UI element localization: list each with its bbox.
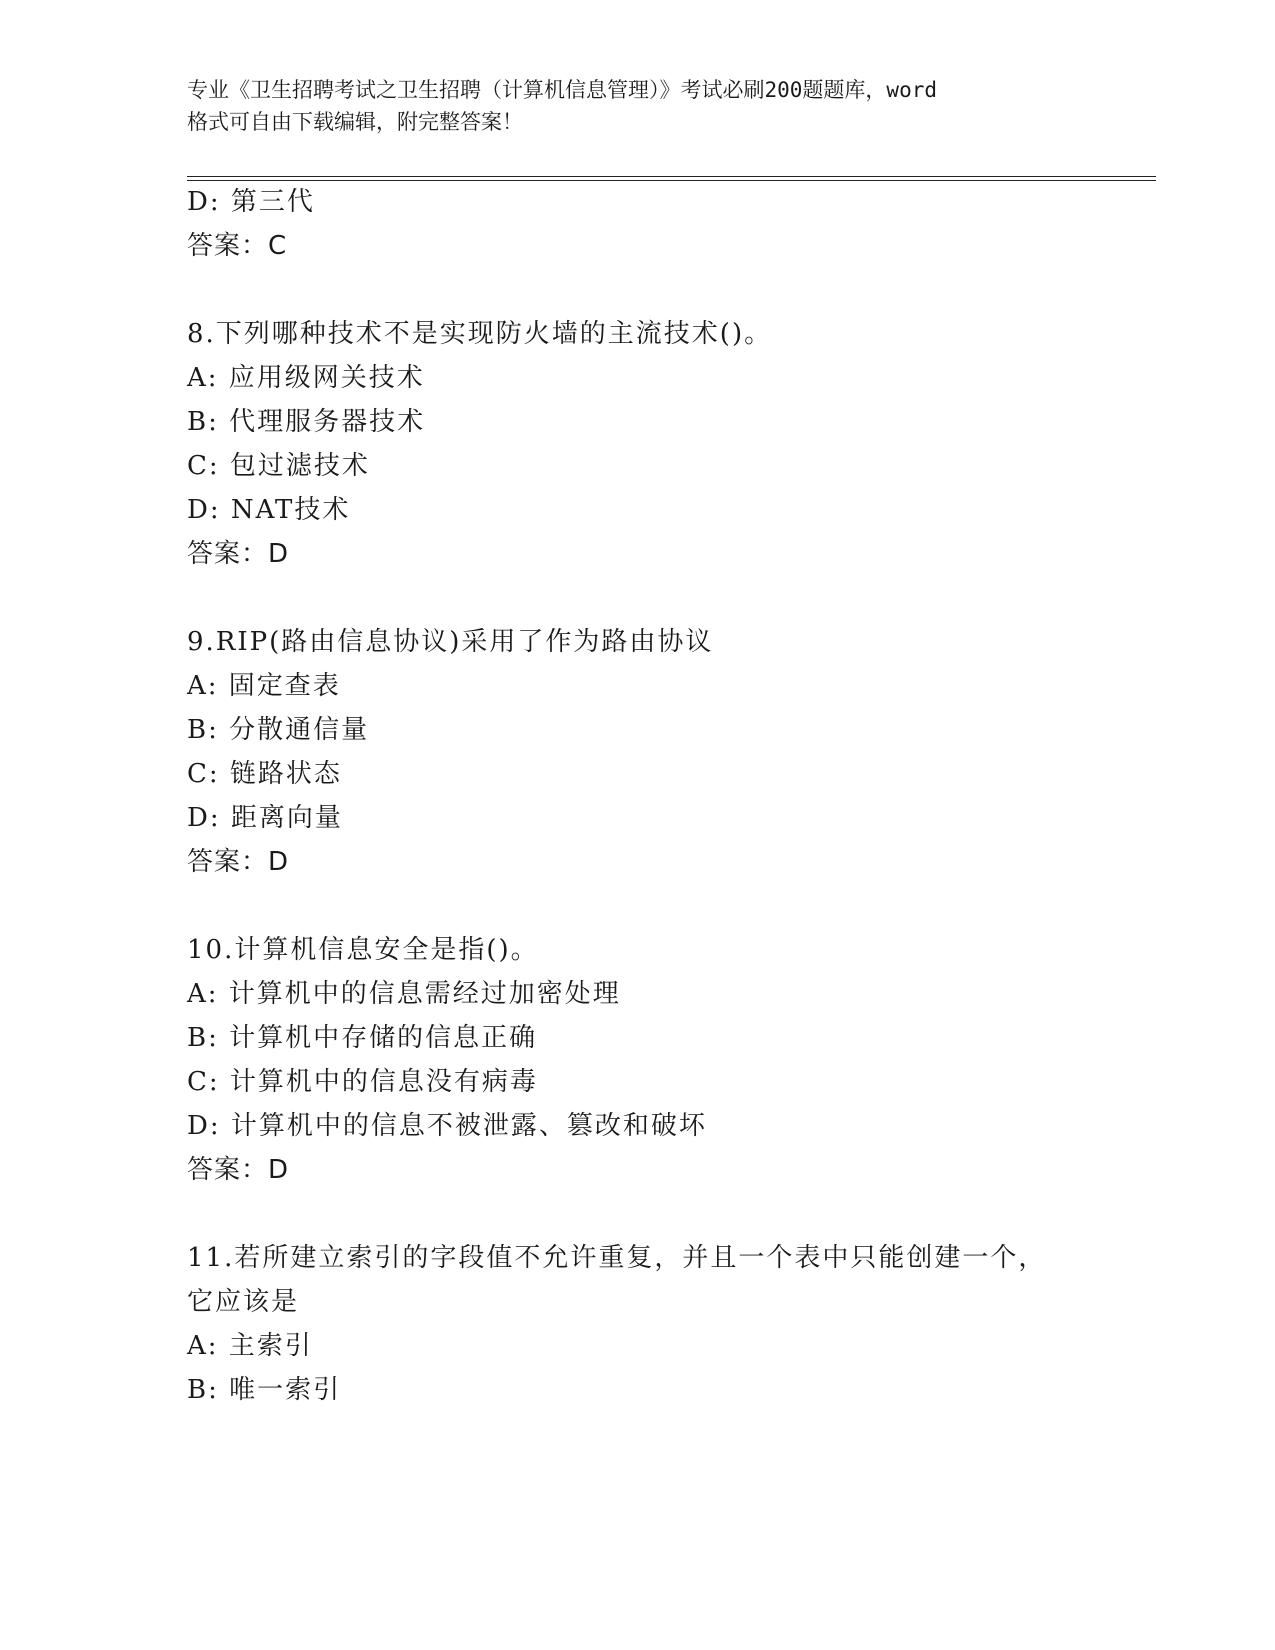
q7-option-d: D: 第三代 [187, 187, 315, 217]
q11-option-a: A: 主索引 [187, 1331, 313, 1361]
q10-option-c: C: 计算机中的信息没有病毒 [187, 1067, 538, 1097]
q8-option-c: C: 包过滤技术 [187, 451, 370, 481]
q11-stem-line-1: 11.若所建立索引的字段值不允许重复，并且一个表中只能创建一个， [187, 1243, 1047, 1273]
q8-option-b: B: 代理服务器技术 [187, 407, 426, 437]
q10-option-a: A: 计算机中的信息需经过加密处理 [187, 979, 621, 1009]
q9-option-b: B: 分散通信量 [187, 715, 370, 745]
q7-answer: 答案：C [187, 231, 288, 261]
q9-option-c: C: 链路状态 [187, 759, 342, 789]
q8-answer: 答案：D [187, 539, 290, 569]
page-header [187, 74, 1087, 138]
q10-stem: 10.计算机信息安全是指()。 [187, 935, 539, 965]
q10-answer: 答案：D [187, 1155, 290, 1185]
q9-answer: 答案：D [187, 847, 290, 877]
q11-option-b: B: 唯一索引 [187, 1375, 342, 1405]
q10-option-d: D: 计算机中的信息不被泄露、篡改和破坏 [187, 1111, 707, 1141]
header-divider [187, 176, 1156, 181]
q9-option-a: A: 固定查表 [187, 671, 341, 701]
header-title-line-2: 格式可自由下载编辑，附完整答案！ [187, 110, 523, 134]
q9-stem: 9.RIP(路由信息协议)采用了作为路由协议 [187, 627, 714, 657]
q10-option-b: B: 计算机中存储的信息正确 [187, 1023, 538, 1053]
q8-option-d: D: NAT技术 [187, 495, 351, 525]
q8-option-a: A: 应用级网关技术 [187, 363, 425, 393]
header-title-line-1: 专业《卫生招聘考试之卫生招聘（计算机信息管理）》考试必刷200题题库，word [187, 78, 937, 102]
q8-stem: 8.下列哪种技术不是实现防火墙的主流技术()。 [187, 319, 773, 349]
q11-stem-line-2: 它应该是 [187, 1287, 300, 1317]
q9-option-d: D: 距离向量 [187, 803, 343, 833]
